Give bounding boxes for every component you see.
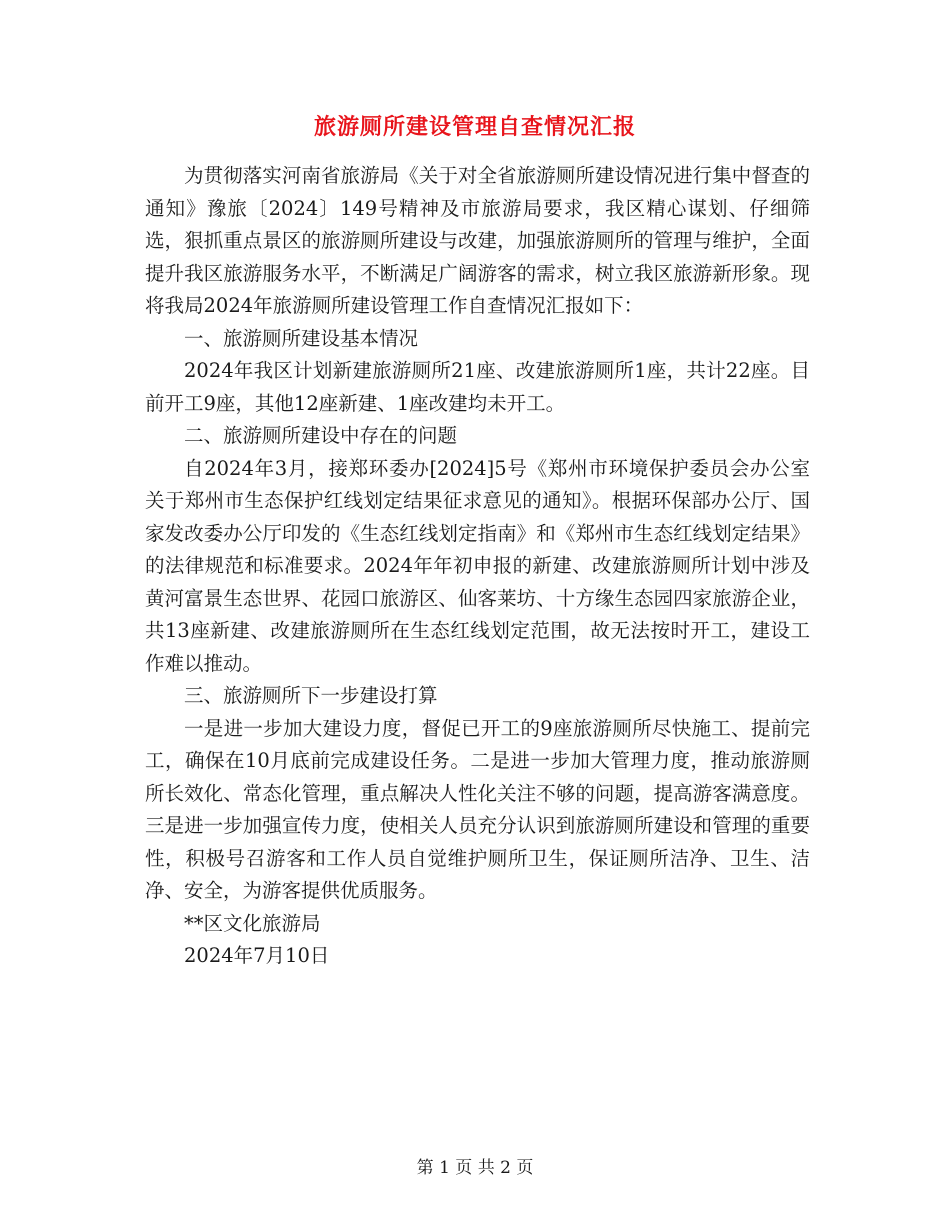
section-paragraph-2: 自2024年3月，接郑环委办[2024]5号《郑州市环境保护委员会办公室 关于郑州市生态保护红线划定结果征求意见的通知》。根据环保部办公厅、国家发改委办公厅印发的《生态红线划定指南》和《郑州市生态红线划定结果》的法律规范和标准要求。2024年年初申报的新建、改建旅游厕所计划中涉及黄河富景生态世界、花园口旅游区、仙客莱坊、十方缘生态园四家旅游企业，共13座新建、改建旅游厕所在生态红线划定范围，故无法按时开工，建设工作难以推动。 [145,456,810,675]
intro-paragraph: 为贯彻落实河南省旅游局《关于对全省旅游厕所建设情况进行集中督查的通知》豫旅〔2024〕149号精神及市旅游局要求，我区精心谋划、仔细筛选，狠抓重点景区的旅游厕所建设与改建，加强旅游厕所的管理与维护，全面提升我区旅游服务水平，不断满足广阔游客的需求，树立我区旅游新形象。现将我局2024年旅游厕所建设管理工作自查情况汇报如下： [145,164,810,317]
signature-date: 2024年7月10日 [184,944,330,967]
document-title: 旅游厕所建设管理自查情况汇报 [313,114,636,140]
section-heading-3: 三、旅游厕所下一步建设打算 [184,684,438,707]
section-paragraph-3: 一是进一步加大建设力度，督促已开工的9座旅游厕所尽快施工、提前完工，确保在10月底前完成建设任务。二是进一步加大管理力度，推动旅游厕所长效化、常态化管理，重点解决人性化关注不够的问题，提高游客满意度。三是进一步加强宣传力度，使相关人员充分认识到旅游厕所建设和管理的重要性，积极号召游客和工作人员自觉维护厕所卫生，保证厕所洁净、卫生、洁净、安全，为游客提供优质服务。 [145,716,810,902]
section-heading-2: 二、旅游厕所建设中存在的问题 [184,424,458,447]
page-number-footer [0,1153,950,1178]
page-number-text: 第 1 页 共 2 页 [416,1158,534,1178]
section-paragraph-1: 2024年我区计划新建旅游厕所21座、改建旅游厕所1座，共计22座。目前开工9座，其他12座新建、1座改建均未开工。 [145,359,810,415]
signature-organization: **区文化旅游局 [184,911,321,935]
section-heading-1: 一、旅游厕所建设基本情况 [184,326,419,350]
document-body [145,160,810,973]
